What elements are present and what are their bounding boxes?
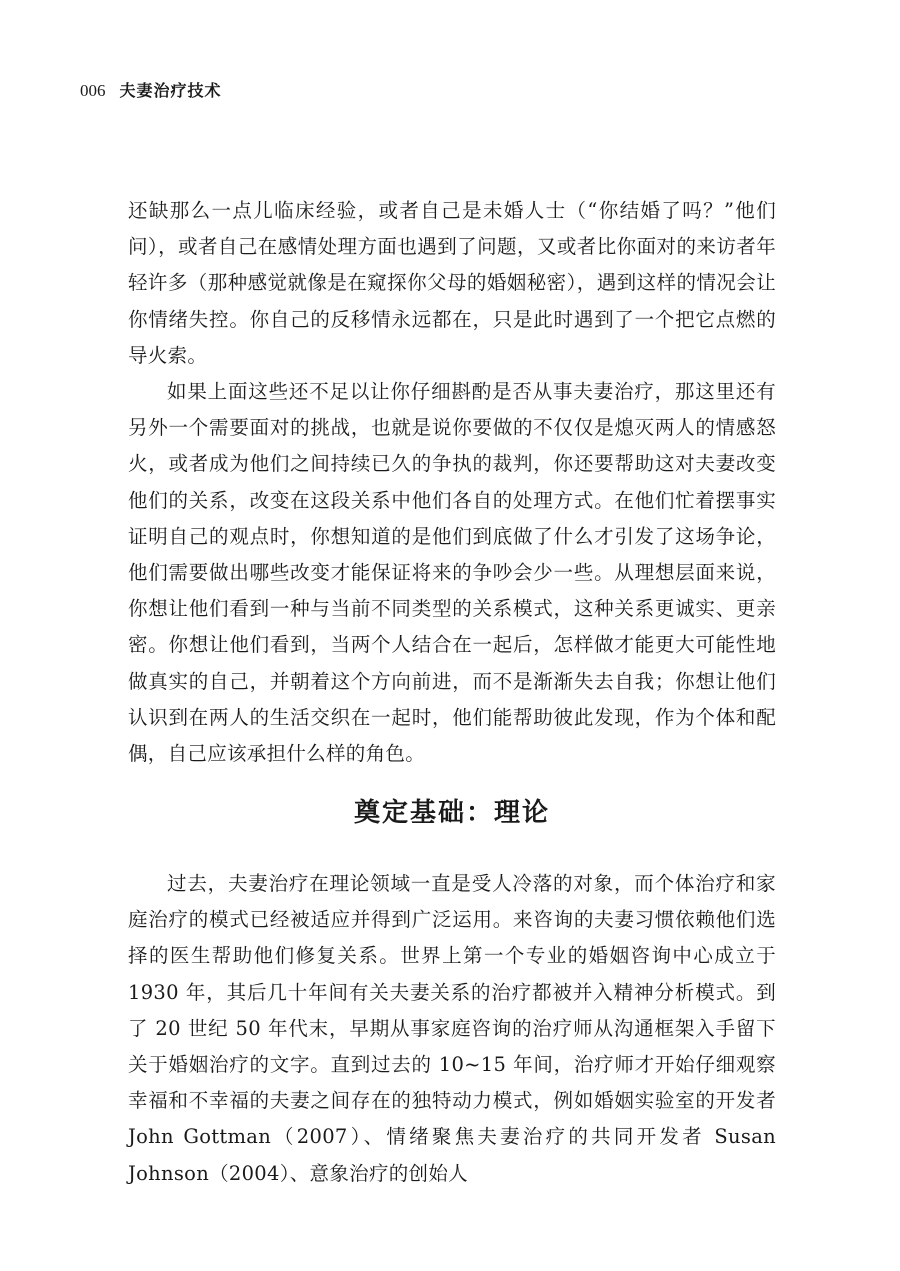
page-number: 006 <box>80 81 106 100</box>
body-text-section-2 <box>128 866 776 1192</box>
body-text-section-1 <box>128 193 776 772</box>
book-title: 夫妻治疗技术 <box>119 81 222 100</box>
paragraph: 过去，夫妻治疗在理论领域一直是受人冷落的对象，而个体治疗和家庭治疗的模式已经被适应并得到广泛运用。来咨询的夫妻习惯依赖他们选择的医生帮助他们修复关系。世界上第一个专业的婚姻咨询中心成立于 1930 年，其后几十年间有关夫妻关系的治疗都被并入精神分析模式。到了 20 世纪 50 年代末，早期从事家庭咨询的治疗师从沟通框架入手留下关于婚姻治疗的文字。直到过去的 10~15 年间，治疗师才开始仔细观察幸福和不幸福的夫妻之间存在的独特动力模式，例如婚姻实验室的开发者 John Gottman（2007）、情绪聚焦夫妻治疗的共同开发者 Susan Johnson（2004）、意象治疗的创始人 <box>128 872 776 1185</box>
paragraph-continued: 还缺那么一点儿临床经验，或者自己是未婚人士（“你结婚了吗？”他们问），或者自己在感情处理方面也遇到了问题，又或者比你面对的来访者年轻许多（那种感觉就像是在窥探你父母的婚姻秘密），遇到这样的情况会让你情绪失控。你自己的反移情永远都在，只是此时遇到了一个把它点燃的导火索。 <box>128 199 776 367</box>
running-header <box>80 78 222 102</box>
paragraph: 如果上面这些还不足以让你仔细斟酌是否从事夫妻治疗，那这里还有另外一个需要面对的挑战，也就是说你要做的不仅仅是熄灭两人的情感怒火，或者成为他们之间持续已久的争执的裁判，你还要帮助这对夫妻改变他们的关系，改变在这段关系中他们各自的处理方式。在他们忙着摆事实证明自己的观点时，你想知道的是他们到底做了什么才引发了这场争论，他们需要做出哪些改变才能保证将来的争吵会少一些。从理想层面来说，你想让他们看到一种与当前不同类型的关系模式，这种关系更诚实、更亲密。你想让他们看到，当两个人结合在一起后，怎样做才能更大可能性地做真实的自己，并朝着这个方向前进，而不是渐渐失去自我；你想让他们认识到在两人的生活交织在一起时，他们能帮助彼此发现，作为个体和配偶，自己应该承担什么样的角色。 <box>128 380 776 766</box>
section-heading: 奠定基础：理论 <box>353 798 550 828</box>
